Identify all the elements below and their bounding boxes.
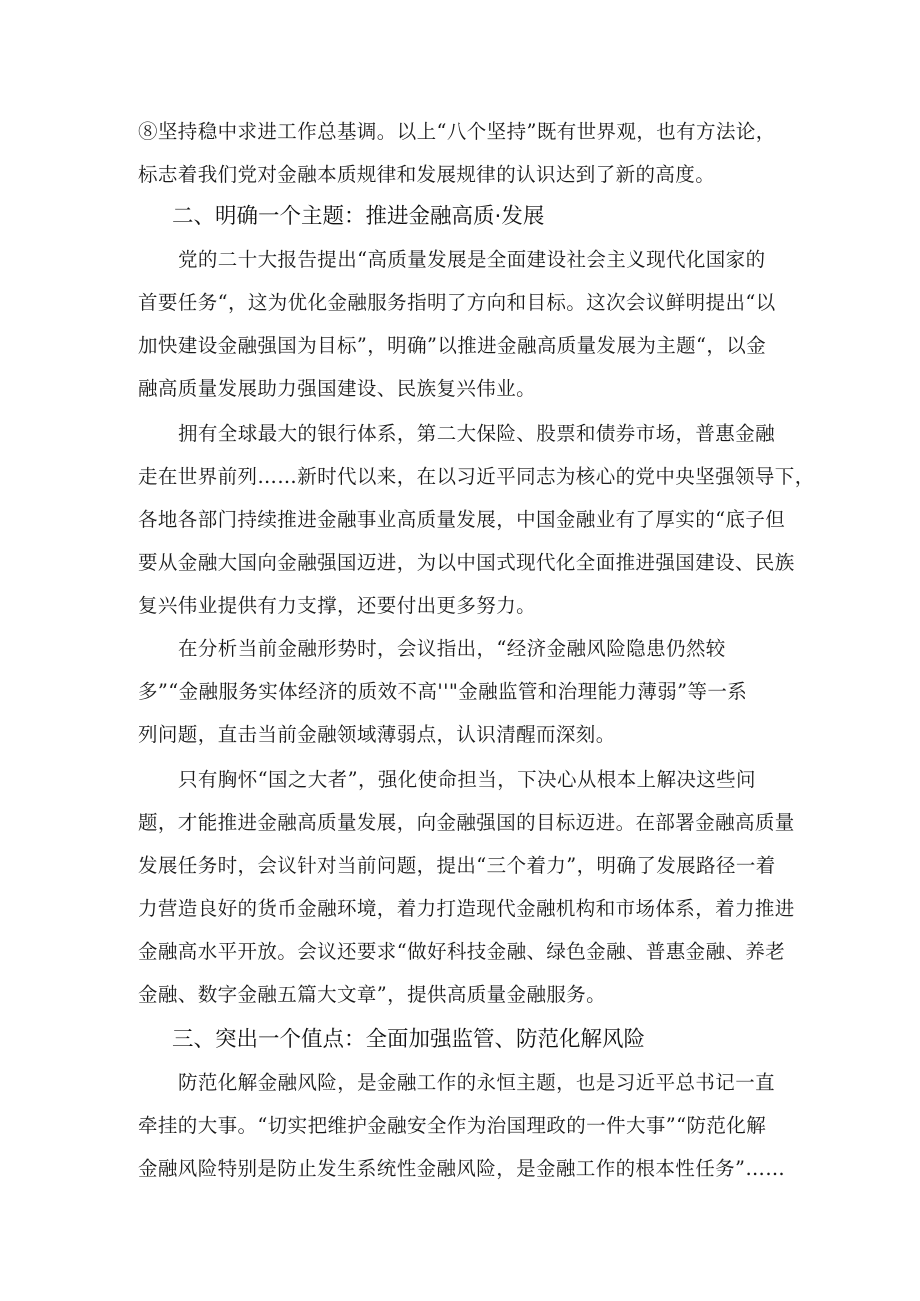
paragraph-line: ⑧坚持稳中求进工作总基调。以上“八个坚持”既有世界观，也有方法论， [138,120,776,143]
paragraph-line: 融高质量发展助力强国建设、民族复兴伟业。 [138,377,537,400]
paragraph-line: 防范化解金融风险，是金融工作的永恒主题，也是习近平总书记一直 [178,1071,776,1094]
paragraph-line: 列问题，直击当前金融领域薄弱点，认识清醒而深刻。 [138,723,616,746]
paragraph-line: 各地各部门持续推进金融事业高质量发展，中国金融业有了厚实的“底子但 [138,508,786,531]
paragraph-line: 党的二十大报告提出“高质量发展是全面建设社会主义现代化国家的 [178,248,766,271]
paragraph-line: 复兴伟业提供有力支撑，还要付出更多努力。 [138,594,537,617]
paragraph-line: 发展任务时，会议针对当前问题，提出“三个着力”，明确了发展路径一着 [138,854,776,877]
paragraph-line: 拥有全球最大的银行体系，第二大保险、股票和债券市场，普惠金融 [178,422,776,445]
paragraph-line: 牵挂的大事。“切实把维护金融安全作为治国理政的一件大事”“防范化解 [138,1114,767,1137]
section-heading-2: 二、明确一个主题：推进金融高质·发展 [172,204,545,229]
paragraph-line: 多”“金融服务实体经济的质效不高''"金融监管和治理能力薄弱”等一系 [138,680,748,703]
paragraph-line: 加快建设金融强国为目标”，明确”以推进金融高质量发展为主题“，以金 [138,334,767,357]
paragraph-line: 金融高水平开放。会议还要求“做好科技金融、绿色金融、普惠金融、养老 [138,940,786,963]
paragraph-line: 首要任务“，这为优化金融服务指明了方向和目标。这次会议鲜明提出“以 [138,291,776,314]
paragraph-line: 金融风险特别是防止发生系统性金融风险，是金融工作的根本性任务”…… [138,1157,786,1180]
paragraph-line: 金融、数字金融五篇大文章”，提供高质量金融服务。 [138,983,607,1006]
paragraph-line: 题，才能推进金融高质量发展，向金融强国的目标迈进。在部署金融高质量 [138,811,795,834]
paragraph-line: 标志着我们党对金融本质规律和发展规律的认识达到了新的高度。 [138,163,716,186]
paragraph-line: 力营造良好的货币金融环境，着力打造现代金融机构和市场体系，着力推进 [138,897,795,920]
paragraph-line: 要从金融大国向金融强国迈进，为以中国式现代化全面推进强国建设、民族 [138,551,795,574]
paragraph-line: 走在世界前列……新时代以来，在以习近平同志为核心的党中央坚强领导下， [138,465,815,488]
paragraph-line: 只有胸怀“国之大者”，强化使命担当，下决心从根本上解决这些问 [178,768,756,791]
section-heading-3: 三、突出一个值点：全面加强监管、防范化解风险 [172,1027,646,1052]
paragraph-line: 在分析当前金融形势时，会议指出，“经济金融风险隐患仍然较 [178,637,726,660]
